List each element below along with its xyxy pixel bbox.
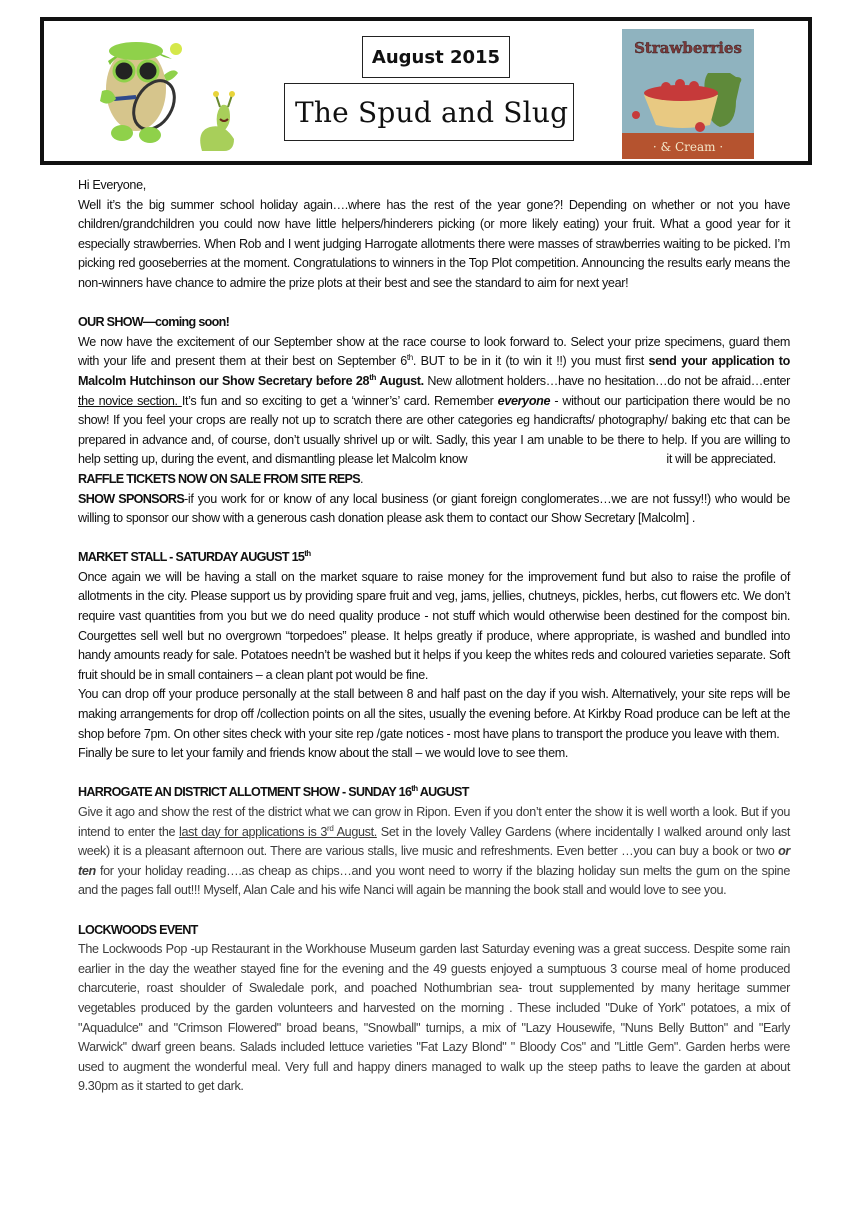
svg-text:· & Cream ·: · & Cream ·	[652, 140, 724, 154]
market-stall-heading: MARKET STALL - SATURDAY AUGUST 15th	[78, 549, 311, 565]
greeting: Hi Everyone,	[78, 178, 146, 192]
harrogate-show-heading: HARROGATE AN DISTRICT ALLOTMENT SHOW - SUNDAY 16th AUGUST	[78, 784, 469, 800]
lockwoods-paragraph: The Lockwoods Pop -up Restaurant in the Workhouse Museum garden last Saturday evening was a great success. Despite some rain earlier in the day the weather stayed fine for the evening and the 49 guests enjoyed a sumptuous 3 course meal of home produced charcuterie, roast shoulder of Swaledale pork, and poached Nothumbrian sea- trout supplemented by many heritage summer vegetables produced by the garden volunteers and harvested on the morning . These included "Duke of York" potatoes, a mix of "Aquadulce'' and "Crimson Flowered" broad beans, "Snowball" turnips, a mix of "Lazy Housewife, "Nuns Belly Button" and "Early Warwick'' dwarf green beans. Salads included lettuce varieties "Fat Lazy Blond" " Bloody Cos" and "Little Gem". Garden herbs were used to augment the wonderful meal. Very full and happy diners managed to walk up the steep paths to leave the garden at about 9.30pm as it started to get dark.	[78, 942, 790, 1094]
market-stall-paragraph-1: Once again we will be having a stall on the market square to raise money for the improvement fund but also to raise the profile of allotments in the city. Please support us by providing spare fruit and veg, jams, jellies, chutneys, pickles, herbs, cut flowers etc. We don’t require vast quantities from you but we do need quality produce - not stuff which would otherwise been destined for the compost bin. Courgettes sell well but no overgrown “torpedoes” please. It helps greatly if produce, where appropriate, is washed and bundled into handy amounts ready for sale. Potatoes needn’t be washed but it helps if you keep the whites reds and coloured varieties separate. Soft fruit should be in small containers – a clean plant pot would be fine.	[78, 569, 790, 682]
newsletter-title: The Spud and Slug	[284, 83, 574, 141]
intro-section	[78, 176, 790, 294]
lockwoods-section	[78, 921, 790, 1097]
newsletter-masthead	[40, 17, 812, 165]
application-deadline-note: last day for applications is 3rd August.	[179, 823, 377, 839]
harrogate-show-section	[78, 783, 790, 901]
application-deadline: send your application to Malcolm Hutchinson our Show Secretary before 28th August.	[78, 354, 790, 388]
svg-text:Strawberries: Strawberries	[634, 39, 742, 57]
market-stall-paragraph-2: You can drop off your produce personally at the stall between 8 and half past on the day if you wish. Alternatively, your site reps will be making arrangements for drop off /collection points on all the sites, usually the evening before. At Kirkby Road produce can be left at the shop before 7pm. On other sites check with your site rep /gate notices - most have plans to transport the produce you leave with them.	[78, 687, 790, 741]
newsletter-body	[78, 176, 790, 1097]
our-show-section	[78, 313, 790, 529]
harrogate-show-paragraph: Give it ago and show the rest of the district what we can grow in Ripon. Even if you don’t enter the show it is well worth a look. But if you intend to enter the last day for applications is 3rd August. Set in the lovely Valley Gardens (where incidentally I walked around only last week) it is a pleasant afternoon out. There are various stalls, live music and refreshments. Even better …you can buy a book or two or ten for your holiday reading….as cheap as chips…and you wont need to worry if the blazing holiday sun melts the gum on the spine and the pages fall out!!! Myself, Alan Cale and his wife Nanci will again be manning the book stall and would love to see you.	[78, 805, 790, 898]
raffle-notice: RAFFLE TICKETS NOW ON SALE FROM SITE REPS.	[78, 471, 364, 486]
market-stall-section	[78, 548, 790, 764]
sponsors-notice: SHOW SPONSORS-if you work for or know of any local business (or giant foreign conglomerates…we are not fussy!!) who would be willing to sponsor our show with a generous cash donation please ask them to contact our Show Secretary [Malcolm] .	[78, 491, 790, 526]
strawberries-and-cream-image	[622, 29, 754, 159]
issue-date: August 2015	[362, 36, 510, 78]
lockwoods-heading: LOCKWOODS EVENT	[78, 922, 198, 937]
market-stall-paragraph-3: Finally be sure to let your family and friends know about the stall – we would love to see them.	[78, 746, 569, 761]
novice-section-link: the novice section.	[78, 393, 182, 408]
our-show-heading: OUR SHOW—coming soon!	[78, 315, 230, 330]
potato-tennis-icon	[84, 27, 244, 157]
intro-paragraph: Well it’s the big summer school holiday again….where has the rest of the year gone?! Depending on whether or not you have children/grandchildren you could now have little helpers/hinderers picking (or more likely eating) your fruit. What a good year for it especially strawberries. When Rob and I went judging Harrogate allotments there were masses of strawberries waiting to be picked. I’m picking red gooseberries at the moment. Congratulations to winners in the Top Plot competition. Announcing the results early means the non-winners have chance to admire the prize plots at their best and see the standard to aim for next year!	[78, 197, 790, 290]
our-show-paragraph: We now have the excitement of our September show at the race course to look forward to. Select your prize specimens, guard them with your life and present them at their best on September 6th. BUT to be in it (to win it !!) you must first send your application to Malcolm Hutchinson our Show Secretary before 28th August. New allotment holders…have no hesitation…do not be afraid…enter the novice section. It’s fun and so exciting to get a ‘winner’s’ card. Remember everyone - without our participation there would be no show! If you feel your crops are really not up to scratch there are other categories eg handicrafts/ photography/ baking etc that can be prepared in advance and, of course, don’t usually shrivel up or wilt. Sadly, this year I am unable to be there to help. If you are willing to help setting up, during the event, and dismantling please let Malcolm know it will be appreciated.	[78, 334, 790, 467]
